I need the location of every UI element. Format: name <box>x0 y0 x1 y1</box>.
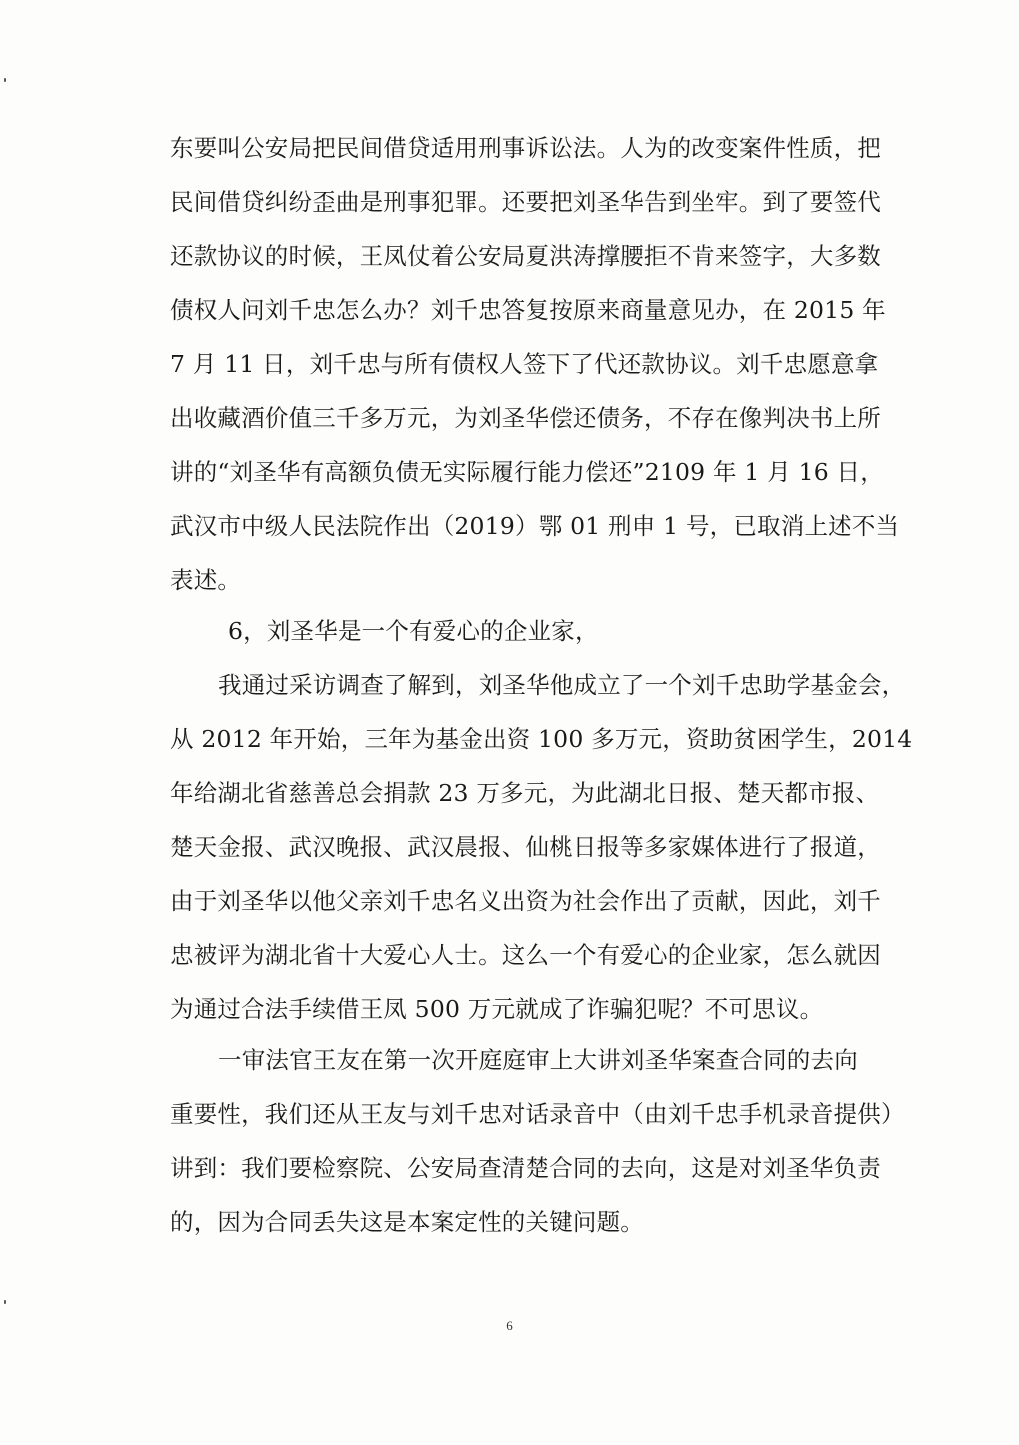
text-line: 从 2012 年开始，三年为基金出资 100 多万元，资助贫困学生，2014 <box>170 725 913 753</box>
text-line: 我通过采访调查了解到，刘圣华他成立了一个刘千忠助学基金会， <box>218 671 906 699</box>
scan-speck <box>4 78 6 82</box>
text-line: 7 月 11 日，刘千忠与所有债权人签下了代还款协议。刘千忠愿意拿 <box>170 350 879 378</box>
text-line: 民间借贷纠纷歪曲是刑事犯罪。还要把刘圣华告到坐牢。到了要签代 <box>170 188 881 216</box>
text-line: 武汉市中级人民法院作出（2019）鄂 01 刑申 1 号，已取消上述不当 <box>170 512 900 540</box>
text-line: 表述。 <box>170 566 242 594</box>
text-line: 楚天金报、武汉晚报、武汉晨报、仙桃日报等多家媒体进行了报道， <box>170 833 881 861</box>
text-line: 重要性，我们还从王友与刘千忠对话录音中（由刘千忠手机录音提供） <box>170 1100 905 1128</box>
text-line: 由于刘圣华以他父亲刘千忠名义出资为社会作出了贡献，因此，刘千 <box>170 887 881 915</box>
text-line: 讲的“刘圣华有高额负债无实际履行能力偿还”2109 年 1 月 16 日， <box>170 458 884 486</box>
text-line: 出收藏酒价值三千多万元，为刘圣华偿还债务，不存在像判决书上所 <box>170 404 881 432</box>
scan-speck <box>4 1300 6 1304</box>
text-line: 东要叫公安局把民间借贷适用刑事诉讼法。人为的改变案件性质，把 <box>170 134 881 162</box>
text-line: 为通过合法手续借王凤 500 万元就成了诈骗犯呢？不可思议。 <box>170 995 824 1023</box>
text-line: 的，因为合同丢失这是本案定性的关键问题。 <box>170 1208 644 1236</box>
text-line: 一审法官王友在第一次开庭庭审上大讲刘圣华案查合同的去向 <box>218 1046 858 1074</box>
text-line: 忠被评为湖北省十大爱心人士。这么一个有爱心的企业家，怎么就因 <box>170 941 881 969</box>
text-line: 年给湖北省慈善总会捐款 23 万多元，为此湖北日报、楚天都市报、 <box>170 779 880 807</box>
text-line: 讲到：我们要检察院、公安局查清楚合同的去向，这是对刘圣华负责 <box>170 1154 881 1182</box>
page-number: 6 <box>506 1318 513 1333</box>
section-heading: 6，刘圣华是一个有爱心的企业家， <box>228 617 599 645</box>
text-line: 还款协议的时候，王凤仗着公安局夏洪涛撑腰拒不肯来签字，大多数 <box>170 242 881 270</box>
text-line: 债权人问刘千忠怎么办？刘千忠答复按原来商量意见办，在 2015 年 <box>170 296 886 324</box>
